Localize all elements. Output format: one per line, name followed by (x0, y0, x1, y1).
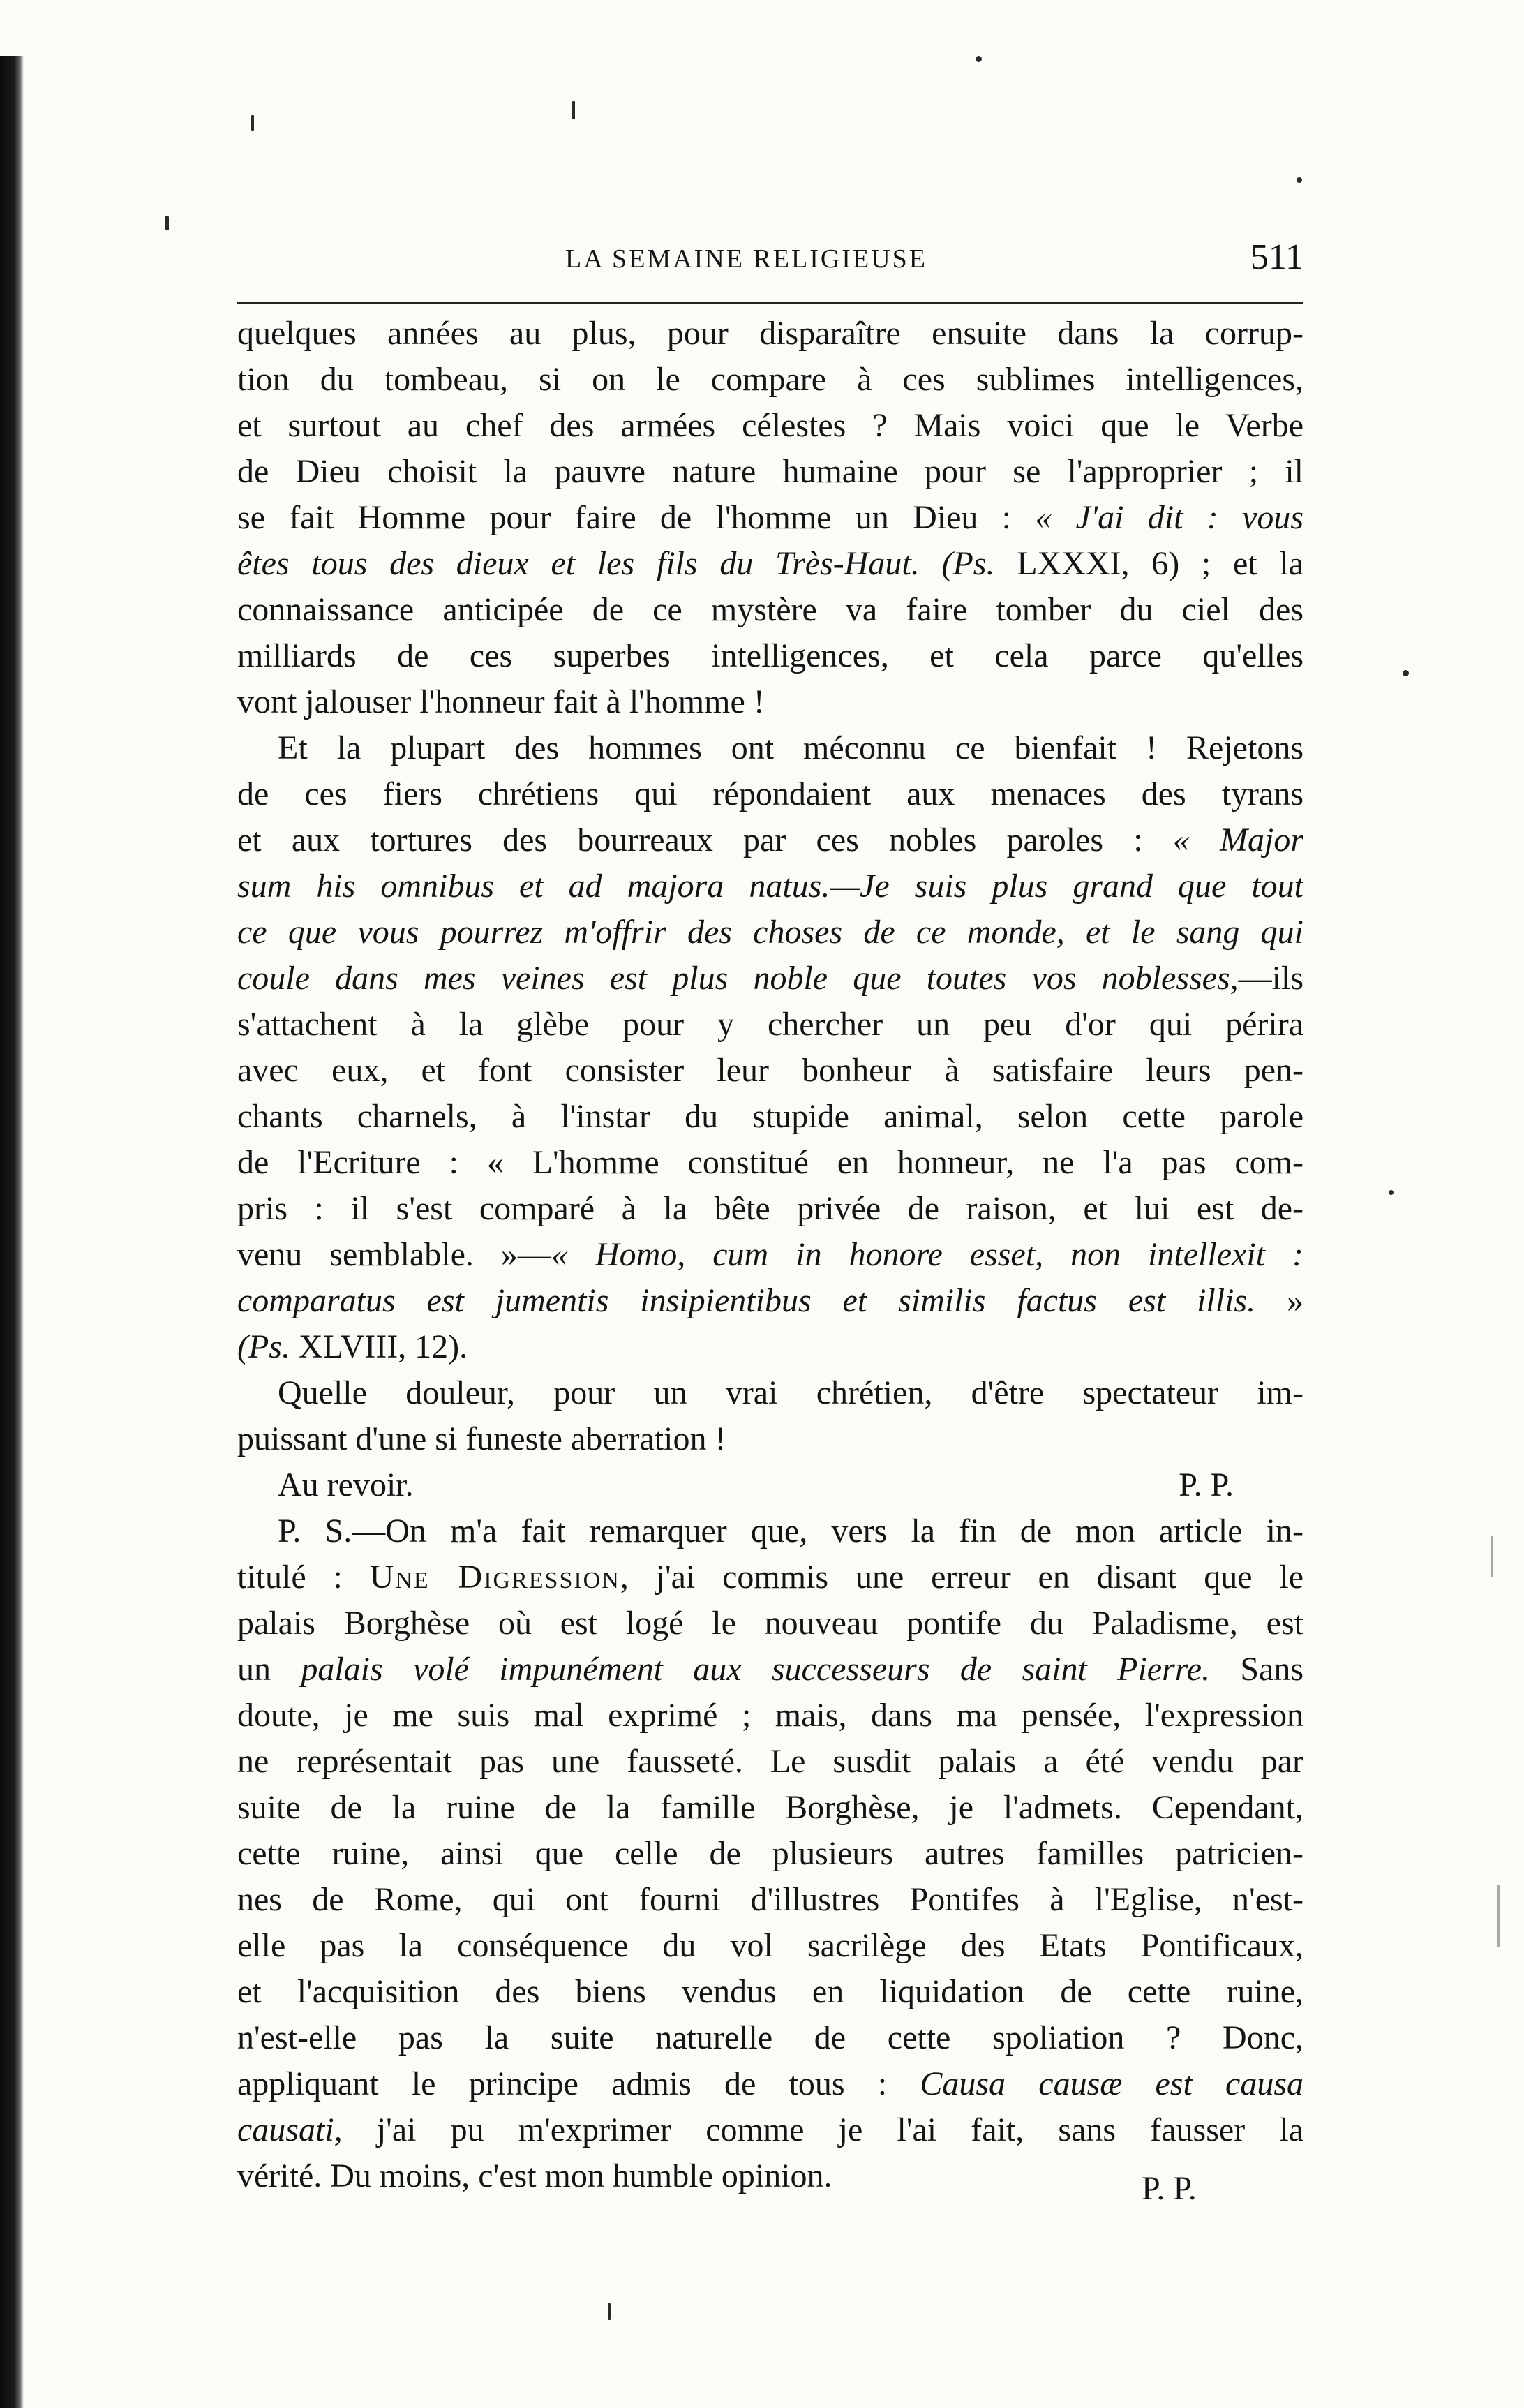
text-run: appliquant le principe admis de tous : (237, 2065, 920, 2102)
paragraph (237, 725, 1303, 1370)
page-header (237, 234, 1303, 283)
page-body (237, 311, 1303, 2199)
text-run: XLVIII, 12). (290, 1328, 468, 1365)
paragraph (237, 1370, 1303, 1462)
article-title: Une Digression (369, 1559, 620, 1596)
text-line (237, 2107, 1303, 2153)
text-run: » (1255, 1282, 1303, 1319)
text-line: et surtout au chef des armées célestes ? Mais voici que le Verbe (237, 407, 1303, 444)
text-line (237, 2061, 1303, 2107)
latin-quote: « Homo, cum in honore esset, non intellexit : (551, 1236, 1303, 1273)
text-line: de Dieu choisit la pauvre nature humaine pour se l'approprier ; il (237, 453, 1303, 490)
text-line: ce que vous pourrez m'offrir des choses de ce monde, et le sang qui (237, 914, 1303, 951)
text-line: vont jalouser l'honneur fait à l'homme ! (237, 683, 765, 720)
text-run: se fait Homme pour faire de l'homme un Dieu : (237, 499, 1036, 536)
print-speck (608, 2303, 611, 2320)
text-run: j'ai pu m'exprimer comme je l'ai fait, sans fausser la (342, 2111, 1303, 2148)
print-speck (1403, 670, 1409, 676)
print-speck (1491, 1536, 1493, 1577)
text-line: tion du tombeau, si on le compare à ces sublimes intelligences, (237, 361, 1303, 398)
text-line (237, 956, 1303, 1002)
scripture-reference: (Ps. (919, 545, 995, 582)
print-speck (251, 115, 254, 131)
text-line (237, 1278, 1303, 1324)
italic-quote: palais volé impunément aux successeurs de saint Pierre. (301, 1651, 1210, 1688)
latin-quote: Causa causæ est causa (920, 2065, 1303, 2102)
postscript (237, 1508, 1303, 2199)
italic-quote: « J'ai dit : vous (1035, 499, 1303, 536)
text-line: s'attachent à la glèbe pour y chercher un peu d'or qui périra (237, 1006, 1303, 1043)
text-line: palais Borghèse où est logé le nouveau pontife du Paladisme, est (237, 1605, 1303, 1642)
text-line (237, 863, 1303, 909)
text-line: avec eux, et font consister leur bonheur à satisfaire leurs pen- (237, 1052, 1303, 1089)
text-run: LXXXI, 6) ; et la (994, 545, 1303, 582)
text-line: quelques années au plus, pour disparaître ensuite dans la corrup- (237, 315, 1303, 352)
print-speck (165, 216, 169, 230)
text-run: Sans (1210, 1651, 1303, 1688)
italic-quote: êtes tous des dieux et les fils du Très-Haut. (237, 545, 920, 582)
text-line: vérité. Du moins, c'est mon humble opinion. (237, 2157, 832, 2194)
text-line: Et la plupart des hommes ont méconnu ce bienfait ! Rejetons (278, 729, 1303, 766)
print-speck (976, 56, 982, 62)
text-line: elle pas la conséquence du vol sacrilège des Etats Pontificaux, (237, 1927, 1303, 1964)
text-run: et aux tortures des bourreaux par ces nobles paroles : (237, 822, 1173, 859)
text-run: —ils (1238, 960, 1303, 997)
farewell: Au revoir. (278, 1466, 414, 1503)
italic-quote: sum his omnibus et ad majora natus. (237, 868, 830, 905)
scripture-reference: (Ps. (237, 1328, 290, 1365)
text-line (237, 1508, 1303, 1554)
text-run: titulé : (237, 1559, 370, 1596)
text-line (237, 1232, 1303, 1278)
text-line (237, 1647, 1303, 1693)
text-line: Quelle douleur, pour un vrai chrétien, d'être spectateur im- (278, 1374, 1303, 1411)
italic-quote: coule dans mes veines est plus noble que toutes vos noblesses, (237, 960, 1239, 997)
italic-quote: « Major (1172, 822, 1303, 859)
latin-quote: comparatus est jumentis insipientibus et similis factus est illis. (237, 1282, 1256, 1319)
page-number: 511 (1250, 237, 1303, 277)
text-line: et l'acquisition des biens vendus en liquidation de cette ruine, (237, 1973, 1303, 2010)
text-line (237, 541, 1303, 587)
text-line: de ces fiers chrétiens qui répondaient aux menaces des tyrans (237, 775, 1303, 812)
text-line: nes de Rome, qui ont fourni d'illustres Pontifes à l'Eglise, n'est- (237, 1881, 1303, 1918)
text-line: ne représentait pas une fausseté. Le susdit palais a été vendu par (237, 1743, 1303, 1780)
print-speck (1497, 1885, 1500, 1947)
text-line: chants charnels, à l'instar du stupide animal, selon cette parole (237, 1098, 1303, 1135)
paragraph (237, 311, 1303, 725)
text-line: cette ruine, ainsi que celle de plusieurs autres familles patricien- (237, 1835, 1303, 1872)
text-line: doute, je me suis mal exprimé ; mais, dans ma pensée, l'expression (237, 1697, 1303, 1734)
text-line (237, 1554, 1303, 1600)
running-title: LA SEMAINE RELIGIEUSE (565, 244, 927, 274)
book-binding-edge (0, 56, 24, 2408)
text-line: n'est-elle pas la suite naturelle de cette spoliation ? Donc, (237, 2019, 1303, 2056)
signature: P. P. (1179, 1466, 1234, 1503)
text-line: puissant d'une si funeste aberration ! (237, 1420, 726, 1457)
text-line: connaissance anticipée de ce mystère va faire tomber du ciel des (237, 591, 1303, 628)
italic-quote: —Je suis plus grand que tout (830, 868, 1303, 905)
text-line: milliards de ces superbes intelligences, et cela parce qu'elles (237, 637, 1303, 674)
text-run: , j'ai commis une erreur en disant que le (620, 1559, 1303, 1596)
postscript-label: P. S. (278, 1513, 352, 1549)
text-run: venu semblable. »— (237, 1236, 551, 1273)
text-line (237, 817, 1303, 863)
print-speck (572, 101, 575, 119)
latin-quote: causati, (237, 2111, 343, 2148)
closing-row (237, 1462, 1303, 1508)
header-rule (237, 302, 1303, 304)
text-line: pris : il s'est comparé à la bête privée de raison, et lui est de- (237, 1190, 1303, 1227)
print-speck (1389, 1190, 1394, 1195)
text-line: suite de la ruine de la famille Borghèse, je l'admets. Cependant, (237, 1789, 1303, 1826)
text-line: de l'Ecriture : « L'homme constitué en honneur, ne l'a pas com- (237, 1144, 1303, 1181)
text-line (237, 495, 1303, 541)
postscript-signature: P. P. (1142, 2170, 1197, 2207)
text-line (237, 1324, 1303, 1370)
text-run: —On m'a fait remarquer que, vers la fin de mon article in- (352, 1513, 1303, 1549)
text-run: un (237, 1651, 301, 1688)
print-speck (1297, 177, 1302, 183)
